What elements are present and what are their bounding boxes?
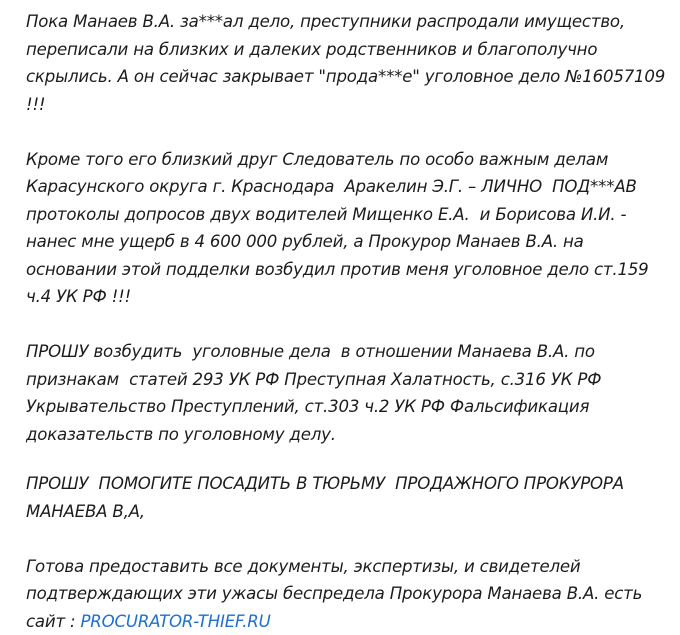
- site-prefix: сайт :: [26, 611, 81, 631]
- paragraph-spacer: [26, 311, 680, 339]
- text-line: признакам статей 293 УК РФ Преступная Халатность, с.316 УК РФ: [26, 369, 602, 389]
- text-line: переписали на близких и далеких родственников и благополучно: [26, 39, 598, 59]
- paragraph-spacer: [26, 448, 680, 470]
- paragraph-spacer: [26, 525, 680, 553]
- paragraph-2: [26, 146, 680, 311]
- text-line: подтверждающих эти ужасы беспредела Прокурора Манаева В.А. есть: [26, 584, 643, 603]
- text-line: Готова предоставить все документы, экспертизы, и свидетелей: [26, 556, 581, 576]
- text-line: протоколы допросов двух водителей Мищенко Е.А. и Борисова И.И. -: [26, 204, 627, 224]
- text-line: ч.4 УК РФ !!!: [26, 287, 132, 306]
- paragraph-spacer: [26, 118, 680, 146]
- site-line: [26, 608, 680, 635]
- text-line: Укрывательство Преступлений, ст.303 ч.2 УК РФ Фальсификация: [26, 397, 590, 416]
- text-line: МАНАЕВА В,А,: [26, 501, 145, 521]
- paragraph-4: [26, 470, 680, 525]
- text-line: основании этой подделки возбудил против меня уголовное дело ст.159: [26, 259, 649, 279]
- paragraph-5: [26, 553, 680, 635]
- text-line: нанес мне ущерб в 4 600 000 рублей, а Прокурор Манаев В.А. на: [26, 232, 584, 251]
- text-line: скрылись. А он сейчас закрывает "прода***е" уголовное дело №16057109: [26, 67, 666, 86]
- text-line: доказательств по уголовному делу.: [26, 424, 336, 444]
- text-line: ПРОШУ возбудить уголовные дела в отношении Манаева В.А. по: [26, 342, 595, 361]
- text-line: Кроме того его близкий друг Следователь по особо важным делам: [26, 149, 609, 169]
- text-line: Пока Манаев В.А. за***ал дело, преступники распродали имущество,: [26, 12, 625, 31]
- paragraph-1: [26, 8, 680, 118]
- paragraph-3: [26, 338, 680, 448]
- site-link[interactable]: PROCURATOR-THIEF.RU: [80, 611, 271, 631]
- text-line: Карасунского округа г. Краснодара Аракелин Э.Г. – ЛИЧНО ПОД***АВ: [26, 177, 637, 196]
- text-line: !!!: [26, 94, 46, 114]
- text-line: ПРОШУ ПОМОГИТЕ ПОСАДИТЬ В ТЮРЬМУ ПРОДАЖНОГО ПРОКУРОРА: [26, 474, 624, 493]
